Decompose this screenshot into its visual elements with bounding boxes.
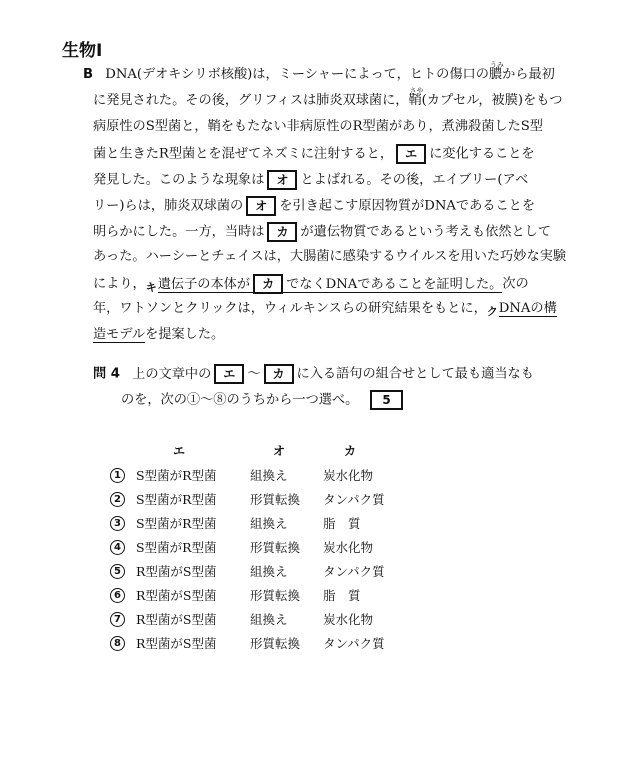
table-header-e: エ — [173, 444, 186, 458]
option-number: 1 — [110, 468, 125, 483]
ruby-umi: うみ 膿 — [488, 61, 504, 82]
underlined-phrase-ku-cont: 造モデル — [93, 327, 146, 342]
table-header-ka: カ — [344, 444, 357, 458]
option-number: 3 — [110, 516, 125, 531]
passage-line-7: 明らかにした。一方，当時は カ が遺伝物質であるという考えも依然として — [93, 222, 551, 242]
blank-box-ka: カ — [264, 364, 294, 384]
passage-line-8: あった。ハーシーとチェイスは，大腸菌に感染するウイルスを用いた巧妙な実験 — [93, 249, 567, 264]
underline-marker-ki: キ — [145, 280, 157, 294]
underline-marker-ku: ク — [486, 305, 498, 318]
underlined-phrase-ku: DNAの構 — [498, 301, 557, 316]
blank-box-o: オ — [267, 170, 297, 190]
blank-box-o: オ — [246, 196, 276, 216]
option-number: 8 — [110, 636, 125, 651]
answer-box: 5 — [370, 390, 402, 410]
passage-line-11: 造モデルを提案した。 — [93, 327, 225, 342]
blank-box-e: エ — [396, 144, 426, 164]
passage-line-6: リー)らは，肺炎双球菌の オ を引き起こす原因物質がDNAであることを — [93, 196, 535, 216]
option-number: 4 — [110, 540, 125, 555]
underlined-phrase-ki: 遺伝子の本体が カ でなくDNAであることを証明した。 — [158, 277, 503, 293]
blank-box-ka: カ — [267, 222, 297, 242]
table-header-o: オ — [273, 444, 286, 458]
section-label: B — [83, 67, 94, 82]
passage-line-5: 発見した。このような現象は オ とよばれる。その後，エイブリー(アベ — [93, 170, 528, 190]
passage-line-3: 病原性のS型菌と，鞘をもたない非病原性のR型菌があり，煮沸殺菌したS型 — [93, 119, 543, 134]
passage-line-10: 年，ワトソンとクリックは，ウィルキンスらの研究結果をもとに，$_ク$DNAの構 — [93, 301, 557, 318]
option-number: 7 — [110, 612, 125, 627]
passage-line-2: に発見された。その後，グリフィスは肺炎双球菌に， さや 鞘(カプセル，被膜)をもつ — [93, 87, 563, 108]
question-line-2: のを，次の①～⑧のうちから一つ選べ。 5 — [121, 390, 406, 410]
ruby-saya: さや 鞘 — [408, 87, 424, 108]
blank-box-e: エ — [214, 364, 244, 384]
passage-line-1: B DNA(デオキシリボ核酸)は，ミーシャーによって，ヒトの傷口の うみ 膿から最初 — [83, 61, 555, 82]
question-label: 問 4 — [93, 366, 120, 382]
option-number: 2 — [110, 492, 125, 507]
page-title: 生物Ⅰ — [62, 41, 103, 61]
passage-line-9: により，$_キ$遺伝子の本体が カ でなくDNAであることを証明した。次の — [93, 274, 529, 294]
question-line-1: 問 4 上の文章中の エ ～ カ に入る語句の組合せとして最も適当なも — [93, 364, 534, 384]
blank-box-ka: カ — [253, 274, 283, 294]
option-number: 5 — [110, 564, 125, 579]
option-number: 6 — [110, 588, 125, 603]
passage-line-4: 菌と生きたR型菌とを混ぜてネズミに注射すると， エ に変化することを — [93, 144, 535, 164]
